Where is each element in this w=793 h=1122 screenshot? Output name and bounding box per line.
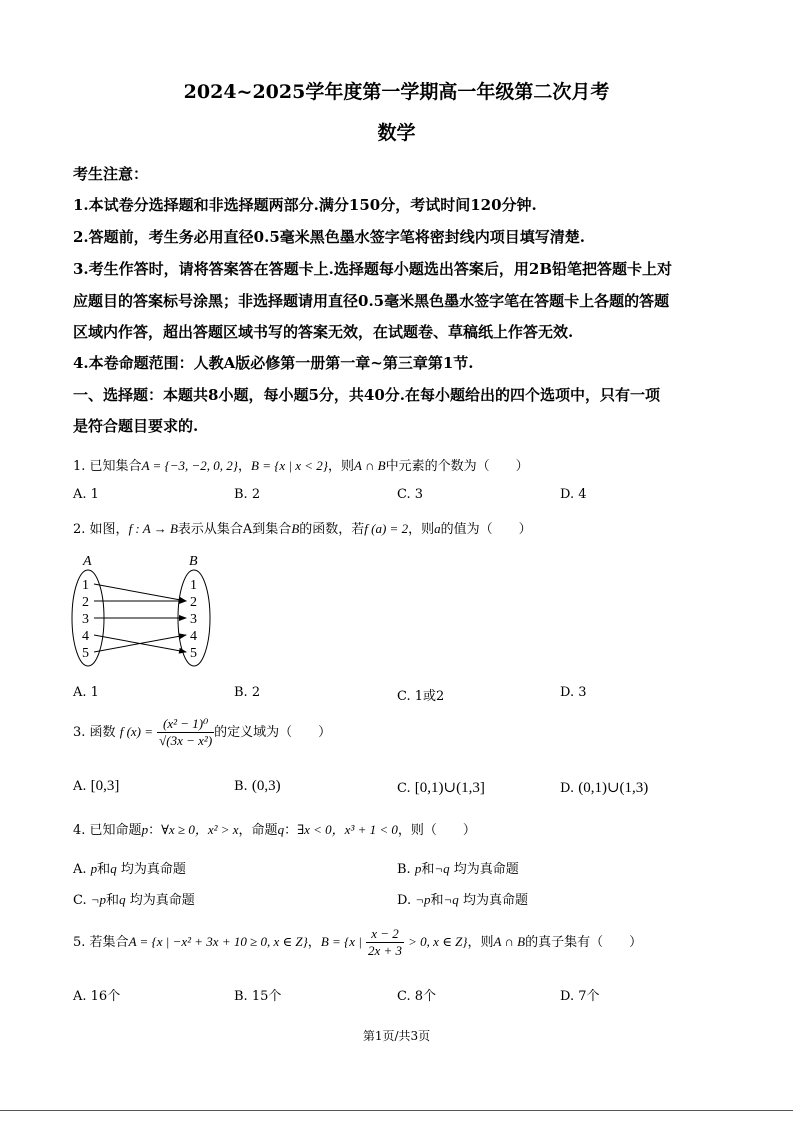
q3-text: 的定义域为（ ）	[214, 725, 332, 740]
q3-denominator: √(3x − x²)	[159, 733, 213, 748]
subject-title: 数学	[377, 122, 416, 144]
diagram-label-b: B	[189, 554, 198, 569]
right-element-5: 5	[190, 646, 197, 661]
q5-option-a: A. 16个	[73, 989, 121, 1004]
option-label: B.	[397, 862, 411, 877]
q5-set-a: A = {x | −x² + 3x + 10 ≥ 0, x ∈ Z}	[128, 934, 308, 949]
option-label: B.	[234, 779, 248, 794]
q5-set-b-post: > 0, x ∈ Z}	[408, 934, 468, 949]
q1-option-a: A. 1	[73, 487, 99, 502]
left-element-4: 4	[82, 629, 89, 644]
q5-text: 若集合	[89, 935, 129, 950]
option-math: p	[90, 861, 98, 876]
q3-option-c	[397, 778, 485, 797]
option-text: 均为真命题	[129, 893, 195, 908]
option-text: 和	[97, 862, 111, 877]
bottom-rule	[0, 1110, 793, 1111]
q5-option-c: C. 8个	[397, 989, 437, 1004]
q5-text: ，则	[467, 935, 494, 950]
q3-number: 3.	[73, 725, 86, 740]
q4-option-b	[397, 858, 519, 877]
question-1	[73, 455, 529, 474]
option-value: [0,3]	[90, 778, 120, 794]
question-5	[73, 926, 642, 959]
q5-number: 5.	[73, 935, 86, 950]
q2-map: f : A → B	[128, 521, 178, 536]
q4-text: 已知命题	[89, 823, 142, 838]
q4-option-a	[73, 858, 186, 877]
option-math: q	[110, 861, 117, 876]
q2-number: 2.	[73, 522, 86, 537]
q4-option-d	[397, 889, 528, 908]
option-value: [0,1)∪(1,3]	[414, 780, 485, 796]
q4-option-c	[73, 889, 195, 908]
q5-fraction	[366, 926, 404, 959]
q3-option-b	[234, 778, 281, 795]
q4-p: p	[141, 822, 149, 837]
q2-condition: f (a) = 2	[364, 521, 409, 536]
q4-q: q	[277, 822, 285, 837]
q1-text: ，	[237, 459, 251, 474]
option-math: ¬p	[415, 892, 431, 907]
q2-text: ，则	[408, 522, 435, 537]
option-label: D.	[560, 781, 575, 796]
option-math: p	[414, 861, 422, 876]
q2-text: 如图，	[89, 522, 129, 537]
q4-text: ：	[284, 823, 298, 838]
option-text: 均为真命题	[462, 893, 528, 908]
option-math: ¬q	[434, 861, 450, 876]
q4-text: ，则（ ）	[397, 823, 476, 838]
option-label: C.	[73, 893, 87, 908]
q2-option-c: C. 1或2	[397, 689, 445, 704]
q2-option-d: D. 3	[560, 685, 587, 700]
right-element-2: 2	[190, 595, 197, 610]
q4-p-statement: ∀x ≥ 0，x² > x	[161, 822, 239, 837]
q3-fraction	[157, 716, 214, 749]
q3-numerator: (x² − 1)⁰	[157, 716, 214, 733]
left-element-5: 5	[82, 646, 89, 661]
question-4	[73, 819, 476, 838]
notice-item-3-cont2: 区域内作答，超出答题区域书写的答案无效，在试题卷、草稿纸上作答无效.	[73, 323, 574, 341]
q5-option-d: D. 7个	[560, 989, 600, 1004]
q1-text: ，则	[328, 459, 355, 474]
option-label: C.	[397, 781, 411, 796]
question-3	[73, 716, 331, 749]
option-value: (0,3)	[251, 778, 281, 794]
right-element-4: 4	[190, 629, 197, 644]
q3-function: f (x) =	[119, 724, 154, 739]
q2-text: 表示从集合A到集合	[177, 522, 292, 537]
option-text: 和	[430, 893, 444, 908]
notice-item-3: 3.考生作答时，请将答案答在答题卡上.选择题每小题选出答案后，用2B铅笔把答题卡上对	[73, 260, 673, 278]
q2-option-b: B. 2	[234, 685, 261, 700]
option-text: 和	[106, 893, 120, 908]
q5-denominator: 2x + 3	[367, 943, 403, 958]
option-label: D.	[397, 893, 412, 908]
section-heading: 一、选择题：本题共8小题，每小题5分，共40分.在每小题给出的四个选项中，只有一项	[73, 386, 660, 404]
q4-number: 4.	[73, 823, 86, 838]
arrow-1-to-2	[94, 584, 186, 601]
question-2	[73, 518, 532, 537]
option-text: 均为真命题	[453, 862, 519, 877]
exam-title: 2024~2025学年度第一学期高一年级第二次月考	[183, 81, 610, 103]
notice-item-4: 4.本卷命题范围：人教A版必修第一册第一章~第三章第1节.	[73, 354, 474, 372]
q1-text: 已知集合	[89, 459, 142, 474]
q5-set-b-pre: B = {x |	[320, 934, 362, 949]
option-math: q	[119, 892, 126, 907]
notice-item-3-cont: 应题目的答案标号涂黑；非选择题请用直径0.5毫米黑色墨水签字笔在答题卡上各题的答题	[73, 292, 670, 310]
q4-text: ，命题	[238, 823, 278, 838]
notice-heading: 考生注意：	[73, 165, 149, 183]
mapping-diagram	[66, 550, 226, 670]
option-math: ¬p	[90, 892, 107, 907]
q2-text: 的值为（ ）	[440, 522, 532, 537]
q5-intersection: A ∩ B	[493, 934, 526, 949]
q5-numerator: x − 2	[366, 926, 404, 943]
q2-var-a: a	[434, 521, 441, 536]
page-footer: 第1页/共3页	[362, 1029, 431, 1043]
right-element-1: 1	[190, 578, 197, 593]
q5-option-b: B. 15个	[234, 989, 282, 1004]
q1-set-a: A = {−3, −2, 0, 2}	[141, 458, 238, 473]
q3-text: 函数	[89, 725, 116, 740]
notice-item-2: 2.答题前，考生务必用直径0.5毫米黑色墨水签字笔将密封线内项目填写清楚.	[73, 228, 585, 246]
section-heading-cont: 是符合题目要求的.	[73, 417, 199, 435]
q1-number: 1.	[73, 459, 86, 474]
option-text: 和	[421, 862, 435, 877]
option-label: A.	[73, 779, 87, 794]
q2-option-a: A. 1	[73, 685, 99, 700]
q2-set-b: B	[291, 521, 300, 536]
left-element-1: 1	[82, 578, 89, 593]
q1-set-b: B = {x | x < 2}	[251, 458, 328, 473]
q4-text: ：	[148, 823, 162, 838]
q3-option-a	[73, 778, 119, 795]
q5-text: ，	[307, 935, 321, 950]
left-element-2: 2	[82, 595, 89, 610]
q3-option-d	[560, 778, 648, 797]
q1-text: 中元素的个数为（ ）	[385, 459, 529, 474]
option-label: A.	[73, 862, 87, 877]
q1-option-b: B. 2	[234, 487, 261, 502]
q5-text: 的真子集有（ ）	[525, 935, 643, 950]
option-text: 均为真命题	[120, 862, 186, 877]
option-value: (0,1)∪(1,3)	[578, 780, 649, 796]
q4-q-statement: ∃x < 0，x³ + 1 < 0	[297, 822, 398, 837]
q1-intersection: A ∩ B	[354, 458, 386, 473]
q2-text: 的函数，若	[299, 522, 365, 537]
option-math: ¬q	[443, 892, 459, 907]
left-element-3: 3	[82, 612, 89, 627]
q1-option-d: D. 4	[560, 487, 587, 502]
q1-option-c: C. 3	[397, 487, 424, 502]
notice-item-1: 1.本试卷分选择题和非选择题两部分.满分150分，考试时间120分钟.	[73, 196, 537, 214]
right-element-3: 3	[190, 612, 197, 627]
diagram-label-a: A	[83, 554, 92, 569]
